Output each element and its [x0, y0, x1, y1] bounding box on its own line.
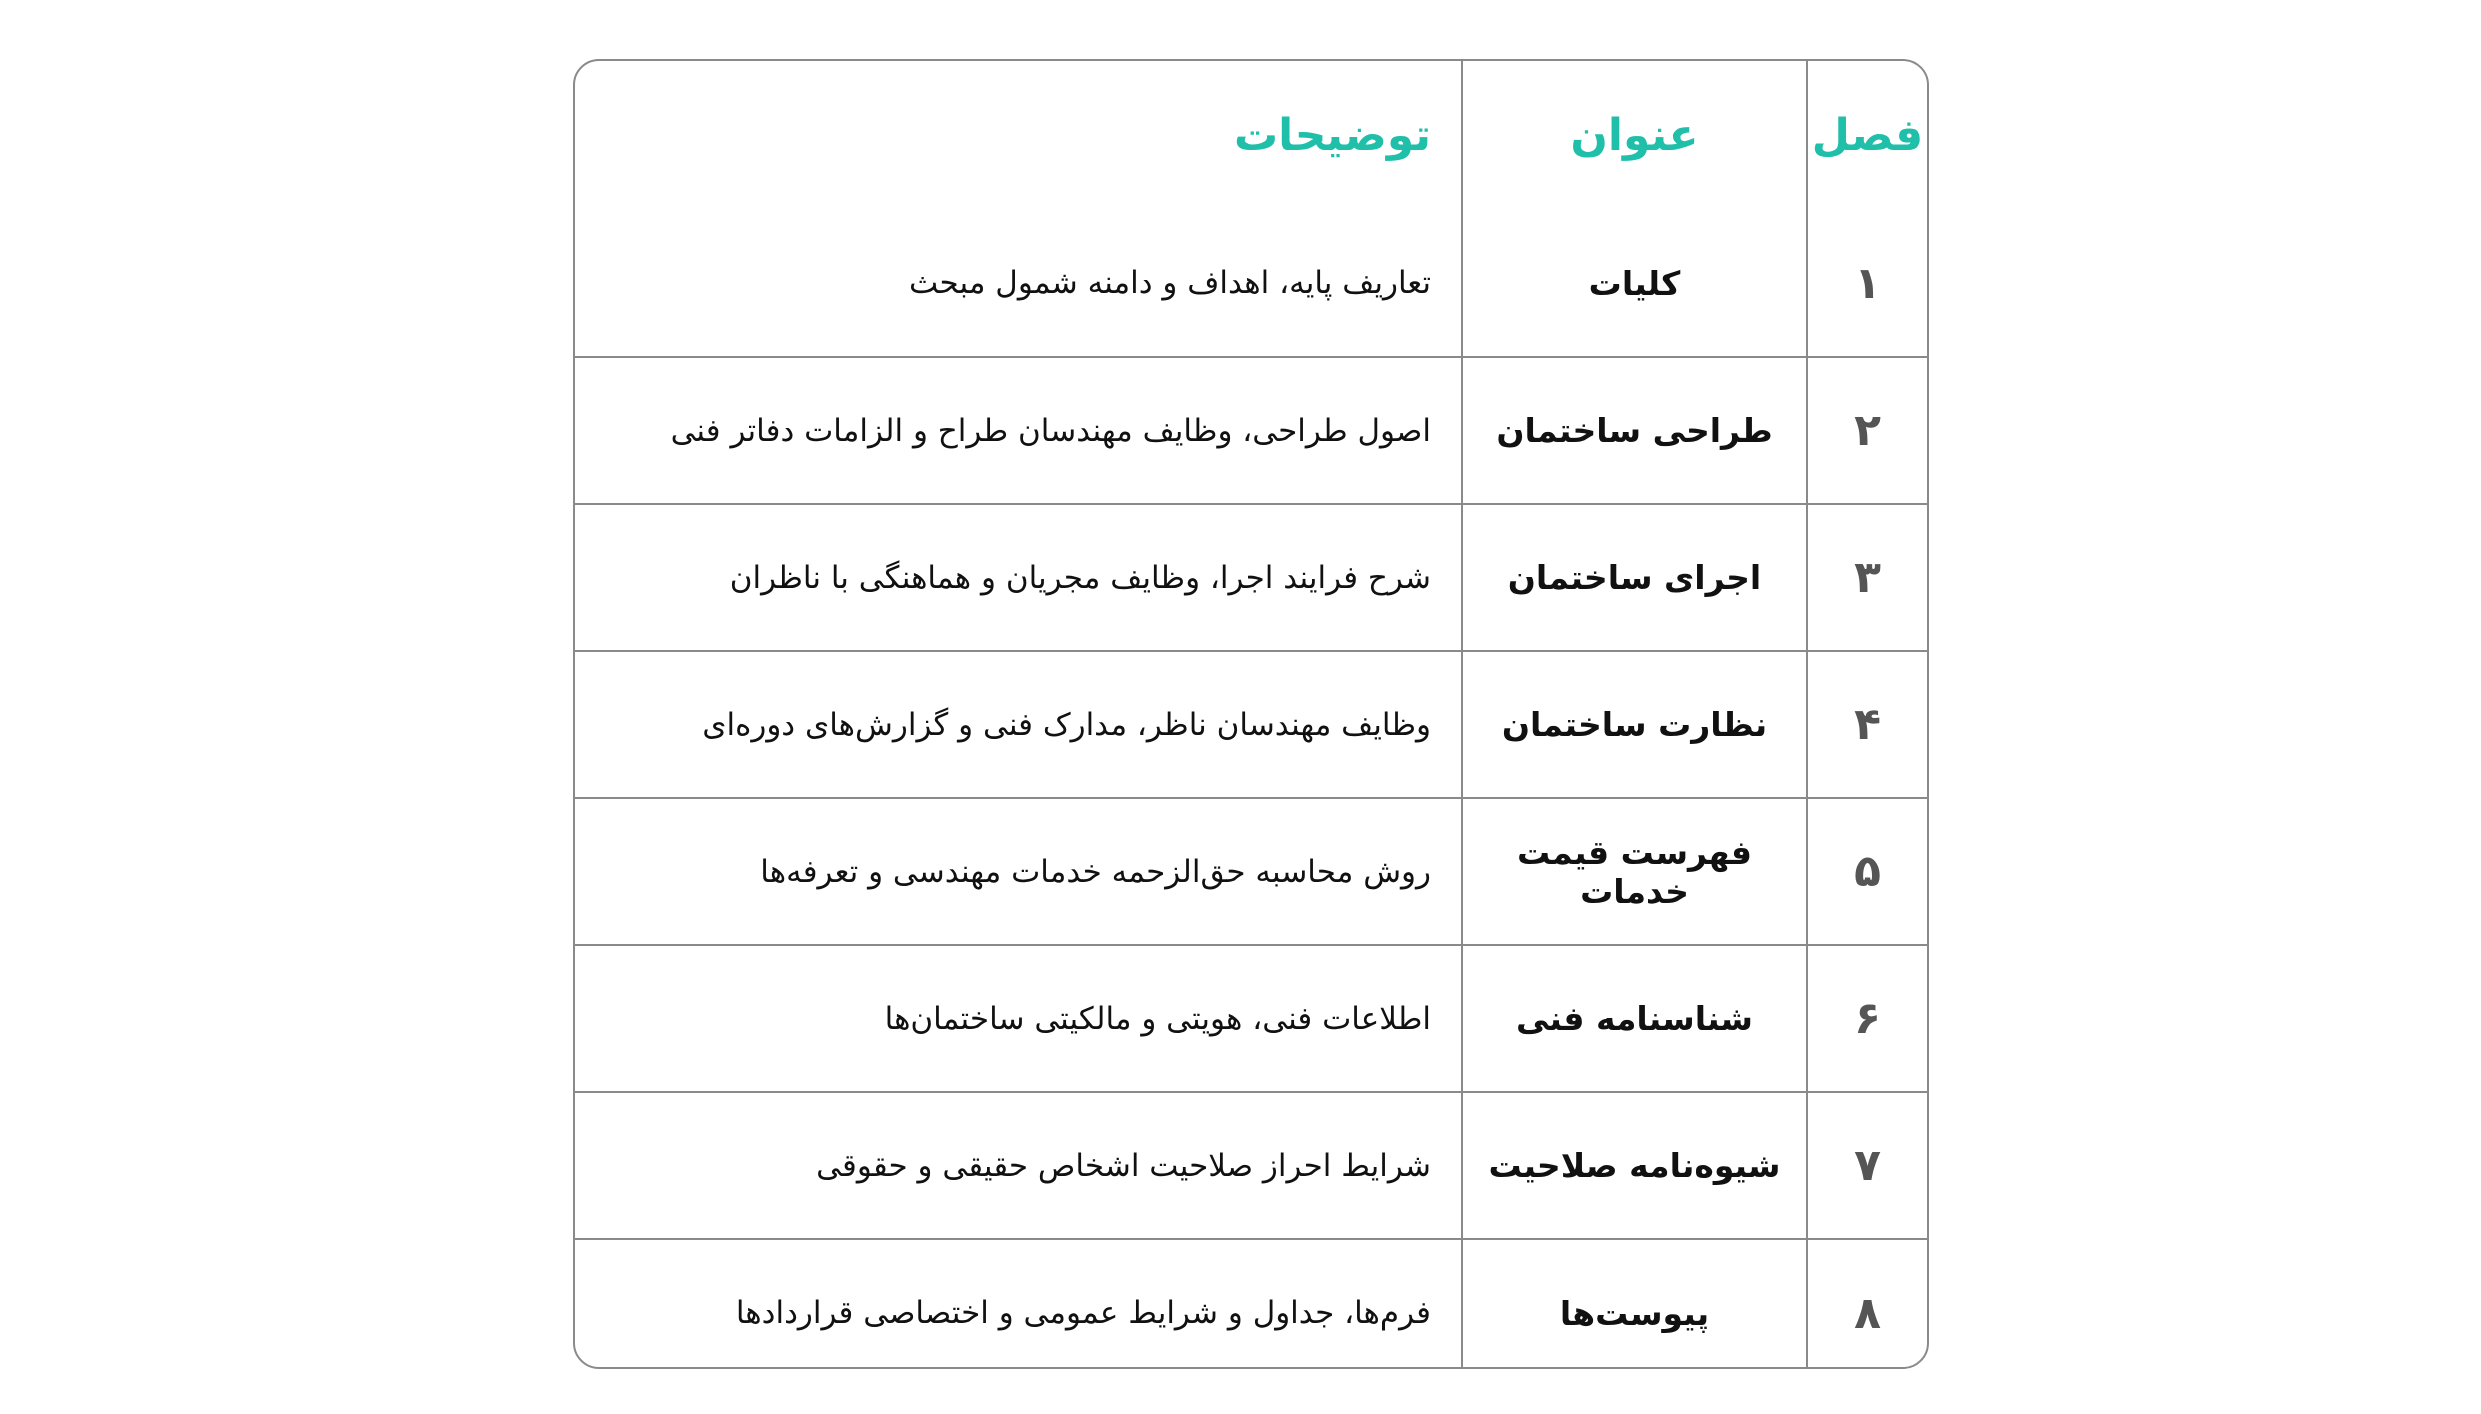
chapter-description: شرایط احراز صلاحیت اشخاص حقیقی و حقوقی [575, 1092, 1462, 1239]
chapter-number: ۲ [1807, 357, 1927, 504]
table-row [575, 1092, 1927, 1239]
chapter-title: طراحی ساختمان [1462, 357, 1807, 504]
table-row [575, 357, 1927, 504]
table-row [575, 945, 1927, 1092]
table-row [575, 1239, 1927, 1369]
chapter-title: کلیات [1462, 210, 1807, 357]
chapter-title: نظارت ساختمان [1462, 651, 1807, 798]
table-row [575, 504, 1927, 651]
chapter-description: شرح فرایند اجرا، وظایف مجریان و هماهنگی با ناظران [575, 504, 1462, 651]
chapter-number: ۴ [1807, 651, 1927, 798]
table-row [575, 651, 1927, 798]
header-chapter: فصل [1807, 61, 1927, 210]
chapter-description: فرم‌ها، جداول و شرایط عمومی و اختصاصی قراردادها [575, 1239, 1462, 1369]
table-row [575, 798, 1927, 945]
header-title: عنوان [1462, 61, 1807, 210]
table-row [575, 210, 1927, 357]
chapter-description: روش محاسبه حق‌الزحمه خدمات مهندسی و تعرفه‌ها [575, 798, 1462, 945]
chapters-table-container [573, 59, 1929, 1369]
chapter-title: شناسنامه فنی [1462, 945, 1807, 1092]
chapter-title: پیوست‌ها [1462, 1239, 1807, 1369]
chapter-title: شیوه‌نامه صلاحیت [1462, 1092, 1807, 1239]
chapters-table [575, 61, 1927, 1369]
table-header-row [575, 61, 1927, 210]
chapter-description: وظایف مهندسان ناظر، مدارک فنی و گزارش‌های دوره‌ای [575, 651, 1462, 798]
header-description: توضیحات [575, 61, 1462, 210]
chapter-number: ۸ [1807, 1239, 1927, 1369]
chapter-number: ۶ [1807, 945, 1927, 1092]
chapter-number: ۱ [1807, 210, 1927, 357]
chapter-description: اطلاعات فنی، هویتی و مالکیتی ساختمان‌ها [575, 945, 1462, 1092]
chapter-number: ۷ [1807, 1092, 1927, 1239]
chapter-title: فهرست قیمت خدمات [1462, 798, 1807, 945]
chapter-title: اجرای ساختمان [1462, 504, 1807, 651]
chapter-number: ۳ [1807, 504, 1927, 651]
chapter-description: اصول طراحی، وظایف مهندسان طراح و الزامات دفاتر فنی [575, 357, 1462, 504]
chapter-number: ۵ [1807, 798, 1927, 945]
chapter-description: تعاریف پایه، اهداف و دامنه شمول مبحث [575, 210, 1462, 357]
